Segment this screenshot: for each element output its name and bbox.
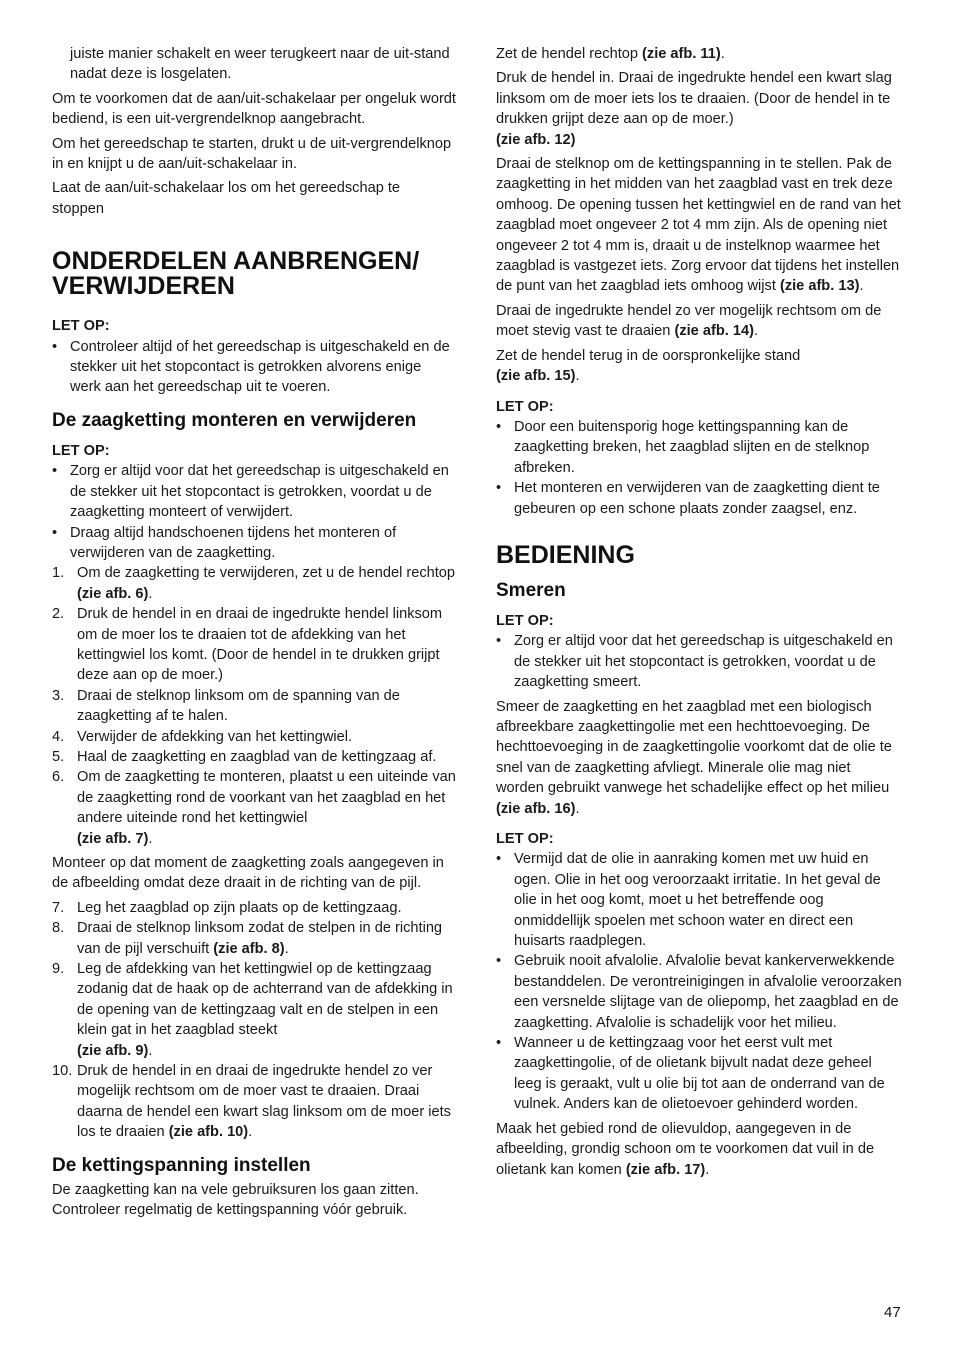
figure-ref: (zie afb. 12) (496, 131, 576, 148)
caution-label: LET OP: (496, 612, 554, 629)
figure-ref: (zie afb. 14) (674, 323, 754, 340)
figure-ref: (zie afb. 17) (625, 1161, 706, 1178)
bullet-item: • Vermijd dat de olie in aanraking komen met uw huid en ogen. Olie in het oog veroorzaakt irritatie. In het geval de olie in het oog komt, moet u het betreffende oog onmiddellijk spoelen met schoon water en direct een huisarts raadplegen. (496, 849, 902, 951)
step-item: 2. Druk de hendel in en draai de ingedrukte hendel linksom om de moer los te draaien tot de afdekking van het kettingwiel los komt. (Door de hendel in te drukken grijpt deze aan op de moer.) (52, 606, 443, 684)
section-heading-bediening: BEDIENING (496, 540, 635, 569)
step-item: 1. Om de zaagketting te verwijderen, zet u de hendel rechtop (zie afb. 6). (52, 565, 456, 602)
bullet-marker: • (52, 524, 58, 541)
mount-paragraph: Monteer op dat moment de zaagketting zoals aangegeven in de afbeelding omdat deze draait in de richting van de pijl. (52, 855, 444, 892)
tension-step-paragraph: Draai de stelknop om de kettingspanning in te stellen. Pak de zaagketting in het midden van het zaagblad vast en trek deze omhoog. De opening tussen het kettingwiel en de rand van het zaagblad moet ongeveer 2 tot 4 mm zijn. Als de opening niet ongeveer 2 tot 4 mm is, draait u de instelknop waarmee het zaagblad is vastgezet iets. Zorg ervoor dat tijdens het instellen de punt van het zaagblad iets omhoog wijst (zie afb. 13). (496, 156, 901, 295)
tension-step-paragraph: Druk de hendel in. Draai de ingedrukte hendel een kwart slag linksom om de moer iets los te draaien. (Door de hendel in te drukken grijpt deze aan op de moer.) (zie afb. 12) (496, 70, 892, 148)
left-column (52, 44, 456, 1225)
bullet-item: • Wanneer u de kettingzaag voor het eerst vult met zaagkettingolie, of de olietank bijvult nadat deze geheel leeg is geraakt, vult u olie bij tot aan de onderrand van de vulnek. Anders kan de olietoevoer gehinderd worden. (496, 1033, 902, 1115)
step-item: 9. Leg de afdekking van het kettingwiel op de kettingzaag zodanig dat de haak op de achterrand van de afdekking in de opening van de kettingzaag valt en de stelpen in een klein gat in het zaagblad steekt (zie afb. 9). (52, 961, 453, 1059)
smeren-paragraph: Smeer de zaagketting en het zaagblad met een biologisch afbreekbare zaagkettingolie met een hechttoevoeging. De hechttoevoeging in de zaagkettingolie voorkomt dat de olie te snel van de zaagketting afvliegt. Minerale olie mag niet worden gebruikt vanwege het schadelijke effect op het milieu (zie afb. 16). (496, 698, 892, 817)
figure-ref: (zie afb. 9) (77, 1042, 149, 1059)
figure-ref: (zie afb. 8) (213, 940, 285, 957)
intro-continuation: juiste manier schakelt en weer terugkeert naar de uit-stand nadat deze is losgelaten. (70, 46, 450, 83)
figure-ref: (zie afb. 6) (77, 585, 149, 602)
final-paragraph: Maak het gebied rond de olievuldop, aangegeven in de afbeelding, grondig schoon om te voorkomen dat vuil in de olietank kan komen (zie afb. 17). (496, 1120, 875, 1178)
step-item: 8. Draai de stelknop linksom zodat de stelpen in de richting van de pijl verschuift (zie afb. 8). (52, 920, 443, 957)
tension-step-paragraph: Draai de ingedrukte hendel zo ver mogelijk rechtsom om de moet stevig vast te draaien (zie afb. 14). (496, 302, 882, 340)
step-item: 6. Om de zaagketting te monteren, plaatst u een uiteinde van de zaagketting rond de voorkant van het zaagblad en het andere uiteinde rond het kettingwiel (zie afb. 7). (52, 769, 456, 847)
bullet-marker: • (52, 463, 58, 480)
figure-ref: (zie afb. 7) (77, 830, 149, 847)
bullet-item: • Controleer altijd of het gereedschap is uitgeschakeld en de stekker uit het stopcontact is getrokken alvorens enige werk aan het gereedschap uit te voeren. (52, 337, 456, 398)
tension-bullet-list (496, 417, 902, 519)
figure-ref: (zie afb. 16) (496, 800, 576, 817)
subheading-smeren: Smeren (496, 579, 566, 601)
intro-paragraph-2: Om het gereedschap te starten, drukt u de uit-vergrendelknop in en knijpt u de aan/uit-schakelaar in. (52, 135, 452, 173)
bullet-marker: • (496, 480, 502, 497)
bullet-marker: • (496, 1035, 502, 1052)
bullet-marker: • (496, 418, 502, 435)
bullet-item: • Door een buitensporig hoge kettingspanning kan de zaagketting breken, het zaagblad slijten en de stelknop afbreken. (496, 417, 902, 478)
step-item: 4. Verwijder de afdekking van het kettingwiel. (52, 728, 353, 745)
bullet-marker: • (496, 851, 502, 868)
tension-step-paragraph: Zet de hendel rechtop (zie afb. 11). (496, 46, 725, 62)
right-column (496, 44, 902, 1184)
step-item: 10. Druk de hendel in en draai de ingedrukte hendel zo ver mogelijk rechtsom om de moer vast te draaien. Draai daarna de hendel een kwart slag linksom om de moer iets los te draaien (zie afb. 10). (52, 1063, 451, 1141)
intro-paragraph-1: Om te voorkomen dat de aan/uit-schakelaar per ongeluk wordt bediend, is een uit-vergrendelknop aangebracht. (52, 90, 456, 128)
bullet-item: • Draag altijd handschoenen tijdens het monteren of verwijderen van de zaagketting. (52, 523, 456, 564)
tension-step-paragraph: Zet de hendel terug in de oorspronkelijke stand (zie afb. 15). (496, 347, 801, 385)
subheading-kettingspanning: De kettingspanning instellen (52, 1154, 311, 1176)
caution-label: LET OP: (496, 831, 554, 847)
tension-paragraph: De zaagketting kan na vele gebruiksuren los gaan zitten. Controleer regelmatig de kettingspanning vóór gebruik. (52, 1181, 419, 1219)
page-number: 47 (884, 1304, 901, 1321)
bullet-item: • Zorg er altijd voor dat het gereedschap is uitgeschakeld en de stekker uit het stopcontact is getrokken, voordat u de zaagketting monteert of verwijdert. (52, 461, 456, 522)
bullet-marker: • (496, 633, 502, 650)
figure-ref: (zie afb. 13) (779, 278, 860, 295)
figure-ref: (zie afb. 11) (642, 46, 721, 62)
figure-ref: (zie afb. 10) (168, 1124, 249, 1141)
step-item: 7. Leg het zaagblad op zijn plaats op de kettingzaag. (52, 899, 402, 916)
bullet-marker: • (52, 338, 58, 355)
section-heading-onderdelen (52, 249, 456, 299)
figure-ref: (zie afb. 15) (496, 368, 576, 385)
intro-paragraph-3: Laat de aan/uit-schakelaar los om het gereedschap te stoppen (52, 180, 401, 217)
caution-list (52, 337, 456, 398)
oil-bullet-list (496, 849, 902, 1114)
bullet-item: • Gebruik nooit afvalolie. Afvalolie bevat kankerverwekkende bestanddelen. De verontreinigingen in afvalolie veroorzaken een versnelde slijtage van de oliepomp, het zaagblad en de zaagketting. Afvalolie is schadelijk voor het milieu. (496, 951, 902, 1033)
step-item: 3. Draai de stelknop linksom om de spanning van de zaagketting af te halen. (52, 687, 400, 725)
step-item: 5. Haal de zaagketting en zaagblad van de kettingzaag af. (52, 748, 437, 765)
steps-list-1 (52, 563, 456, 849)
caution-label: LET OP: (52, 442, 110, 459)
caution-label: LET OP: (496, 398, 554, 415)
smeren-bullet-list (496, 631, 902, 692)
subheading-zaagketting: De zaagketting monteren en verwijderen (52, 409, 417, 431)
bullet-item: • Zorg er altijd voor dat het gereedschap is uitgeschakeld en de stekker uit het stopcontact is getrokken, voordat u de zaagketting smeert. (496, 631, 902, 692)
mount-bullet-list (52, 461, 456, 563)
heading-line-2: VERWIJDEREN (52, 272, 235, 301)
bullet-marker: • (496, 953, 502, 970)
heading-line-1: ONDERDELEN AANBRENGEN/ (52, 247, 420, 276)
steps-list-2 (52, 898, 456, 1143)
bullet-item: • Het monteren en verwijderen van de zaagketting dient te gebeuren op een schone plaats zonder zaagsel, enz. (496, 478, 902, 519)
caution-label: LET OP: (52, 318, 110, 335)
